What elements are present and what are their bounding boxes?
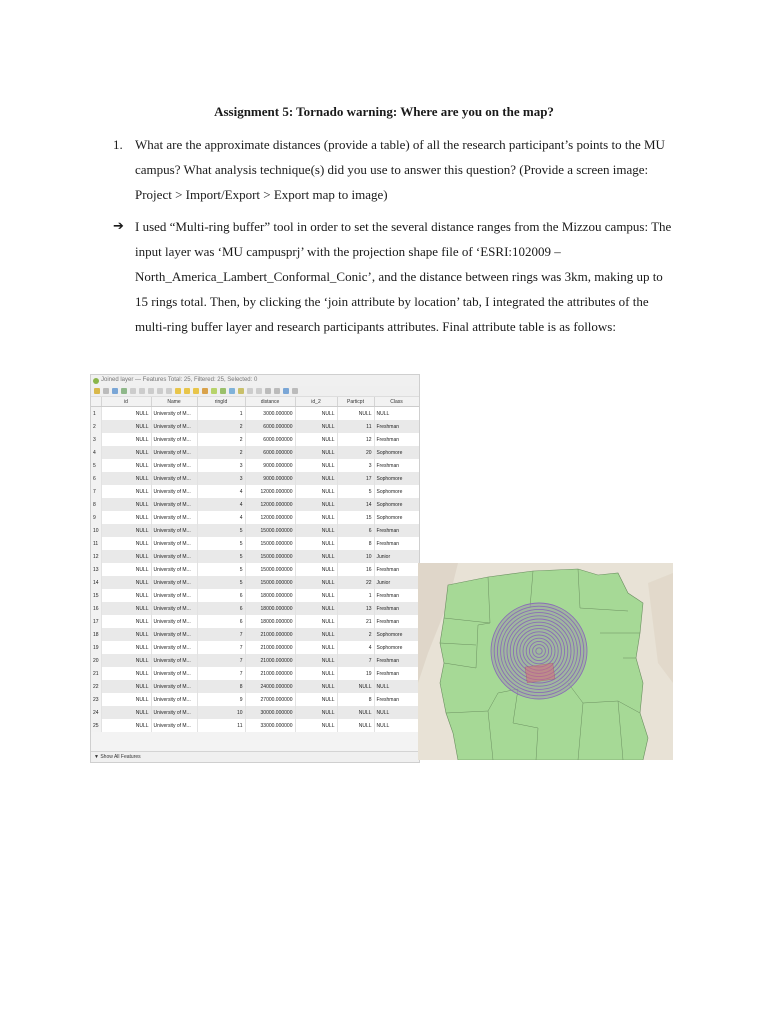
reload-icon[interactable] xyxy=(121,388,127,394)
table-cell[interactable]: NULL xyxy=(101,628,151,641)
table-row[interactable] xyxy=(91,563,419,576)
paste-icon[interactable] xyxy=(166,388,172,394)
table-cell[interactable]: 12000.000000 xyxy=(245,485,295,498)
row-number[interactable]: 7 xyxy=(91,485,101,498)
table-cell[interactable]: 5 xyxy=(197,550,245,563)
filter-funnel-icon: ▼ xyxy=(94,754,101,760)
table-cell[interactable]: Junior xyxy=(374,576,419,589)
table-cell[interactable]: 13 xyxy=(337,602,374,615)
table-cell[interactable]: 2 xyxy=(197,433,245,446)
table-cell[interactable]: NULL xyxy=(295,446,337,459)
attribute-table-window xyxy=(90,374,420,763)
table-header-row xyxy=(91,397,419,407)
table-cell[interactable]: NULL xyxy=(101,485,151,498)
show-features-menu[interactable] xyxy=(91,751,420,762)
table-cell[interactable]: 3000.000000 xyxy=(245,407,295,421)
table-cell[interactable]: NULL xyxy=(101,511,151,524)
question-text: What are the approximate distances (provide a table) of all the research participant’s points to the MU campus? What analysis technique(s) did you use to answer this question? (Provide a screen image: Project > Import/Export > Export map to image) xyxy=(135,137,665,202)
table-cell[interactable]: University of M... xyxy=(151,407,197,421)
row-number[interactable]: 19 xyxy=(91,641,101,654)
table-cell[interactable]: NULL xyxy=(295,576,337,589)
table-row[interactable] xyxy=(91,498,419,511)
table-cell[interactable]: NULL xyxy=(295,680,337,693)
table-cell[interactable]: 1 xyxy=(337,589,374,602)
table-row[interactable] xyxy=(91,459,419,472)
table-cell[interactable]: NULL xyxy=(101,459,151,472)
table-cell[interactable]: 9 xyxy=(197,693,245,706)
table-cell[interactable]: 8 xyxy=(337,693,374,706)
filter-icon[interactable] xyxy=(211,388,217,394)
table-row[interactable] xyxy=(91,654,419,667)
table-cell[interactable]: 6 xyxy=(197,602,245,615)
column-header[interactable]: ringId xyxy=(197,397,245,407)
row-number[interactable]: 15 xyxy=(91,589,101,602)
table-row[interactable] xyxy=(91,537,419,550)
table-cell[interactable]: 5 xyxy=(197,537,245,550)
table-cell[interactable]: 20 xyxy=(337,446,374,459)
row-number[interactable]: 9 xyxy=(91,511,101,524)
table-cell[interactable]: University of M... xyxy=(151,628,197,641)
table-cell[interactable]: 5 xyxy=(337,485,374,498)
table-cell[interactable]: 7 xyxy=(197,628,245,641)
table-cell[interactable]: NULL xyxy=(295,719,337,732)
table-cell[interactable]: NULL xyxy=(101,706,151,719)
table-row[interactable] xyxy=(91,641,419,654)
window-title: Joined layer — Features Total: 25, Filtered: 25, Selected: 0 xyxy=(101,377,258,383)
row-number[interactable]: 18 xyxy=(91,628,101,641)
table-cell[interactable]: NULL xyxy=(295,693,337,706)
delete-feature-icon[interactable] xyxy=(139,388,145,394)
table-row[interactable] xyxy=(91,550,419,563)
table-cell[interactable]: NULL xyxy=(374,680,419,693)
table-cell[interactable]: 16 xyxy=(337,563,374,576)
table-cell[interactable]: 15 xyxy=(337,511,374,524)
table-cell[interactable]: 1 xyxy=(197,407,245,421)
table-cell[interactable]: 27000.000000 xyxy=(245,693,295,706)
table-cell[interactable]: 12000.000000 xyxy=(245,511,295,524)
table-cell[interactable]: NULL xyxy=(374,706,419,719)
table-cell[interactable]: 7 xyxy=(197,641,245,654)
table-cell[interactable]: 2 xyxy=(337,628,374,641)
table-cell[interactable]: 5 xyxy=(197,576,245,589)
table-cell[interactable]: NULL xyxy=(101,654,151,667)
table-cell[interactable]: NULL xyxy=(101,407,151,421)
table-cell[interactable]: 8 xyxy=(197,680,245,693)
arrow-icon: ➔ xyxy=(113,219,124,234)
table-cell[interactable]: 30000.000000 xyxy=(245,706,295,719)
table-cell[interactable]: 10 xyxy=(337,550,374,563)
table-cell[interactable]: Freshman xyxy=(374,433,419,446)
table-cell[interactable]: 21 xyxy=(337,615,374,628)
table-cell[interactable]: NULL xyxy=(295,602,337,615)
table-cell[interactable]: NULL xyxy=(295,628,337,641)
table-cell[interactable]: NULL xyxy=(295,407,337,421)
table-cell[interactable]: NULL xyxy=(101,576,151,589)
table-cell[interactable]: NULL xyxy=(295,667,337,680)
row-number[interactable]: 2 xyxy=(91,420,101,433)
table-cell[interactable]: 21000.000000 xyxy=(245,641,295,654)
table-cell[interactable]: NULL xyxy=(101,615,151,628)
conditional-format-icon[interactable] xyxy=(274,388,280,394)
table-cell[interactable]: NULL xyxy=(101,602,151,615)
table-cell[interactable]: 21000.000000 xyxy=(245,654,295,667)
table-cell[interactable]: NULL xyxy=(337,706,374,719)
table-cell[interactable]: Freshman xyxy=(374,667,419,680)
table-cell[interactable]: 6 xyxy=(197,589,245,602)
table-cell[interactable]: NULL xyxy=(295,472,337,485)
table-cell[interactable]: NULL xyxy=(101,472,151,485)
row-number[interactable]: 11 xyxy=(91,537,101,550)
table-cell[interactable]: 9000.000000 xyxy=(245,459,295,472)
table-cell[interactable]: University of M... xyxy=(151,472,197,485)
table-cell[interactable]: University of M... xyxy=(151,446,197,459)
table-cell[interactable]: University of M... xyxy=(151,576,197,589)
table-cell[interactable]: Freshman xyxy=(374,563,419,576)
table-cell[interactable]: NULL xyxy=(101,693,151,706)
table-cell[interactable]: NULL xyxy=(337,719,374,732)
table-cell[interactable]: University of M... xyxy=(151,706,197,719)
table-cell[interactable]: 24000.000000 xyxy=(245,680,295,693)
table-cell[interactable]: NULL xyxy=(101,420,151,433)
row-number[interactable]: 8 xyxy=(91,498,101,511)
column-header[interactable]: Class xyxy=(374,397,419,407)
table-cell[interactable]: Freshman xyxy=(374,589,419,602)
row-number[interactable]: 5 xyxy=(91,459,101,472)
table-cell[interactable]: NULL xyxy=(295,485,337,498)
table-cell[interactable]: Freshman xyxy=(374,537,419,550)
deselect-icon[interactable] xyxy=(202,388,208,394)
table-row[interactable] xyxy=(91,576,419,589)
table-row[interactable] xyxy=(91,433,419,446)
window-title-bar xyxy=(91,375,419,386)
table-cell[interactable]: University of M... xyxy=(151,420,197,433)
column-header[interactable]: Particpt xyxy=(337,397,374,407)
table-row[interactable] xyxy=(91,680,419,693)
table-cell[interactable]: Sophomore xyxy=(374,485,419,498)
table-cell[interactable]: 6 xyxy=(337,524,374,537)
table-cell[interactable]: NULL xyxy=(101,537,151,550)
table-cell[interactable]: NULL xyxy=(295,524,337,537)
table-cell[interactable]: 3 xyxy=(197,459,245,472)
table-cell[interactable]: 15000.000000 xyxy=(245,576,295,589)
buffer-ring xyxy=(491,603,587,699)
row-number[interactable]: 20 xyxy=(91,654,101,667)
row-number[interactable]: 25 xyxy=(91,719,101,732)
table-cell[interactable]: 15000.000000 xyxy=(245,563,295,576)
table-cell[interactable]: NULL xyxy=(101,498,151,511)
table-cell[interactable]: University of M... xyxy=(151,602,197,615)
table-cell[interactable]: University of M... xyxy=(151,680,197,693)
table-cell[interactable]: NULL xyxy=(101,550,151,563)
table-cell[interactable]: NULL xyxy=(101,524,151,537)
column-header[interactable]: id xyxy=(101,397,151,407)
table-cell[interactable]: Sophomore xyxy=(374,511,419,524)
assignment-title: Assignment 5: Tornado warning: Where are you on the map? xyxy=(214,104,554,119)
row-number[interactable]: 6 xyxy=(91,472,101,485)
table-cell[interactable]: Sophomore xyxy=(374,641,419,654)
table-cell[interactable]: 5 xyxy=(197,524,245,537)
table-cell[interactable]: University of M... xyxy=(151,433,197,446)
row-number[interactable]: 24 xyxy=(91,706,101,719)
row-number[interactable]: 16 xyxy=(91,602,101,615)
table-cell[interactable]: 6 xyxy=(197,615,245,628)
select-all-icon[interactable] xyxy=(184,388,190,394)
table-cell[interactable]: Sophomore xyxy=(374,446,419,459)
table-row[interactable] xyxy=(91,628,419,641)
select-expression-icon[interactable] xyxy=(175,388,181,394)
table-cell[interactable]: 5 xyxy=(197,563,245,576)
row-number[interactable]: 12 xyxy=(91,550,101,563)
actions-icon[interactable] xyxy=(292,388,298,394)
table-cell[interactable]: 18000.000000 xyxy=(245,602,295,615)
save-icon[interactable] xyxy=(112,388,118,394)
table-cell[interactable]: 15000.000000 xyxy=(245,537,295,550)
question-number: 1. xyxy=(113,137,123,152)
move-top-icon[interactable] xyxy=(220,388,226,394)
table-cell[interactable]: NULL xyxy=(101,589,151,602)
table-row[interactable] xyxy=(91,511,419,524)
buffer-rings xyxy=(491,603,587,699)
table-cell[interactable]: Freshman xyxy=(374,654,419,667)
invert-selection-icon[interactable] xyxy=(193,388,199,394)
table-cell[interactable]: NULL xyxy=(101,680,151,693)
qgis-icon xyxy=(93,378,99,384)
table-cell[interactable]: Freshman xyxy=(374,420,419,433)
table-cell[interactable]: 4 xyxy=(197,511,245,524)
row-number[interactable]: 1 xyxy=(91,407,101,421)
table-cell[interactable]: 7 xyxy=(197,654,245,667)
table-cell[interactable]: 3 xyxy=(337,459,374,472)
table-cell[interactable]: NULL xyxy=(101,719,151,732)
table-cell[interactable]: 11 xyxy=(337,420,374,433)
table-row[interactable] xyxy=(91,485,419,498)
table-cell[interactable]: 8 xyxy=(337,537,374,550)
table-cell[interactable]: NULL xyxy=(295,550,337,563)
table-cell[interactable]: NULL xyxy=(295,706,337,719)
table-cell[interactable]: 15000.000000 xyxy=(245,524,295,537)
copy-icon[interactable] xyxy=(157,388,163,394)
table-cell[interactable]: 10 xyxy=(197,706,245,719)
table-cell[interactable]: University of M... xyxy=(151,667,197,680)
column-header[interactable]: id_2 xyxy=(295,397,337,407)
table-cell[interactable]: Freshman xyxy=(374,615,419,628)
corner-cell[interactable] xyxy=(91,397,101,407)
table-cell[interactable]: NULL xyxy=(295,511,337,524)
answer-text: I used “Multi-ring buffer” tool in order to set the several distance ranges from the Mizzou campus: The input layer was ‘MU campusprj’ with the projection shape file of ‘ESRI:102009 – North_America_Lambert_Conformal_Conic’, and the distance between rings was 3km, making up to 15 rings total. Then, by clicking the ‘join attribute by location’ tab, I integrated the attributes of the multi-ring buffer layer and research participants attributes. Final attribute table is as follows: xyxy=(135,219,672,334)
table-cell[interactable]: NULL xyxy=(295,498,337,511)
field-calculator-icon[interactable] xyxy=(265,388,271,394)
table-row[interactable] xyxy=(91,420,419,433)
table-cell[interactable]: University of M... xyxy=(151,563,197,576)
table-cell[interactable]: Freshman xyxy=(374,459,419,472)
table-row[interactable] xyxy=(91,407,419,421)
row-number[interactable]: 4 xyxy=(91,446,101,459)
row-number[interactable]: 3 xyxy=(91,433,101,446)
row-number[interactable]: 14 xyxy=(91,576,101,589)
table-cell[interactable]: 22 xyxy=(337,576,374,589)
table-cell[interactable]: 14 xyxy=(337,498,374,511)
table-cell[interactable]: 4 xyxy=(197,485,245,498)
table-cell[interactable]: NULL xyxy=(101,433,151,446)
table-row[interactable] xyxy=(91,615,419,628)
table-cell[interactable]: Freshman xyxy=(374,693,419,706)
table-cell[interactable]: NULL xyxy=(374,719,419,732)
dock-icon[interactable] xyxy=(283,388,289,394)
table-cell[interactable]: University of M... xyxy=(151,693,197,706)
row-number[interactable]: 17 xyxy=(91,615,101,628)
table-cell[interactable]: University of M... xyxy=(151,511,197,524)
table-cell[interactable]: 6000.000000 xyxy=(245,433,295,446)
table-cell[interactable]: NULL xyxy=(295,459,337,472)
table-row[interactable] xyxy=(91,446,419,459)
table-cell[interactable]: NULL xyxy=(101,446,151,459)
table-cell[interactable]: Sophomore xyxy=(374,498,419,511)
column-header[interactable]: distance xyxy=(245,397,295,407)
table-cell[interactable]: University of M... xyxy=(151,615,197,628)
table-cell[interactable]: NULL xyxy=(295,563,337,576)
column-header[interactable]: Name xyxy=(151,397,197,407)
table-cell[interactable]: NULL xyxy=(295,589,337,602)
table-cell[interactable]: NULL xyxy=(101,667,151,680)
table-row[interactable] xyxy=(91,719,419,732)
attribute-table xyxy=(91,397,420,732)
table-cell[interactable]: 12000.000000 xyxy=(245,498,295,511)
table-cell[interactable]: NULL xyxy=(295,433,337,446)
row-number[interactable]: 10 xyxy=(91,524,101,537)
cut-icon[interactable] xyxy=(148,388,154,394)
row-number[interactable]: 23 xyxy=(91,693,101,706)
table-cell[interactable]: 3 xyxy=(197,472,245,485)
buffer-map xyxy=(418,563,673,760)
table-cell[interactable]: NULL xyxy=(295,420,337,433)
table-cell[interactable]: NULL xyxy=(295,654,337,667)
table-cell[interactable]: NULL xyxy=(374,407,419,421)
table-cell[interactable]: 2 xyxy=(197,420,245,433)
add-feature-icon[interactable] xyxy=(130,388,136,394)
table-cell[interactable]: 6000.000000 xyxy=(245,420,295,433)
table-cell[interactable]: 4 xyxy=(197,498,245,511)
table-row[interactable] xyxy=(91,524,419,537)
table-cell[interactable]: 4 xyxy=(337,641,374,654)
table-cell[interactable]: 6000.000000 xyxy=(245,446,295,459)
table-row[interactable] xyxy=(91,706,419,719)
table-cell[interactable]: 12 xyxy=(337,433,374,446)
table-cell[interactable]: 11 xyxy=(197,719,245,732)
new-field-icon[interactable] xyxy=(247,388,253,394)
multiedit-icon[interactable] xyxy=(103,388,109,394)
table-row[interactable] xyxy=(91,589,419,602)
table-cell[interactable]: University of M... xyxy=(151,719,197,732)
zoom-icon[interactable] xyxy=(238,388,244,394)
table-cell[interactable]: Freshman xyxy=(374,524,419,537)
table-row[interactable] xyxy=(91,472,419,485)
table-cell[interactable]: 9000.000000 xyxy=(245,472,295,485)
table-cell[interactable]: University of M... xyxy=(151,550,197,563)
table-cell[interactable]: 19 xyxy=(337,667,374,680)
table-row[interactable] xyxy=(91,667,419,680)
table-cell[interactable]: 18000.000000 xyxy=(245,615,295,628)
table-cell[interactable]: NULL xyxy=(295,641,337,654)
table-cell[interactable]: University of M... xyxy=(151,459,197,472)
table-cell[interactable]: NULL xyxy=(337,407,374,421)
table-cell[interactable]: Sophomore xyxy=(374,628,419,641)
row-number[interactable]: 13 xyxy=(91,563,101,576)
table-row[interactable] xyxy=(91,693,419,706)
table-cell[interactable]: 7 xyxy=(337,654,374,667)
table-cell[interactable]: 21000.000000 xyxy=(245,667,295,680)
delete-field-icon[interactable] xyxy=(256,388,262,394)
row-number[interactable]: 22 xyxy=(91,680,101,693)
table-cell[interactable]: University of M... xyxy=(151,537,197,550)
status-text: Show All Features xyxy=(100,754,141,760)
table-cell[interactable]: Freshman xyxy=(374,602,419,615)
row-number[interactable]: 21 xyxy=(91,667,101,680)
edit-icon[interactable] xyxy=(94,388,100,394)
pan-icon[interactable] xyxy=(229,388,235,394)
table-row[interactable] xyxy=(91,602,419,615)
table-cell[interactable]: NULL xyxy=(101,563,151,576)
attribute-toolbar xyxy=(91,386,419,397)
table-cell[interactable]: University of M... xyxy=(151,589,197,602)
table-cell[interactable]: Sophomore xyxy=(374,472,419,485)
table-cell[interactable]: Junior xyxy=(374,550,419,563)
table-cell[interactable]: NULL xyxy=(337,680,374,693)
table-cell[interactable]: 15000.000000 xyxy=(245,550,295,563)
table-cell[interactable]: University of M... xyxy=(151,524,197,537)
table-cell[interactable]: NULL xyxy=(295,615,337,628)
table-cell[interactable]: NULL xyxy=(295,537,337,550)
table-cell[interactable]: 18000.000000 xyxy=(245,589,295,602)
table-cell[interactable]: University of M... xyxy=(151,498,197,511)
table-cell[interactable]: 2 xyxy=(197,446,245,459)
table-cell[interactable]: 17 xyxy=(337,472,374,485)
table-cell[interactable]: NULL xyxy=(101,641,151,654)
table-cell[interactable]: University of M... xyxy=(151,485,197,498)
table-cell[interactable]: 33000.000000 xyxy=(245,719,295,732)
table-cell[interactable]: 7 xyxy=(197,667,245,680)
table-cell[interactable]: University of M... xyxy=(151,654,197,667)
table-cell[interactable]: 21000.000000 xyxy=(245,628,295,641)
table-cell[interactable]: University of M... xyxy=(151,641,197,654)
